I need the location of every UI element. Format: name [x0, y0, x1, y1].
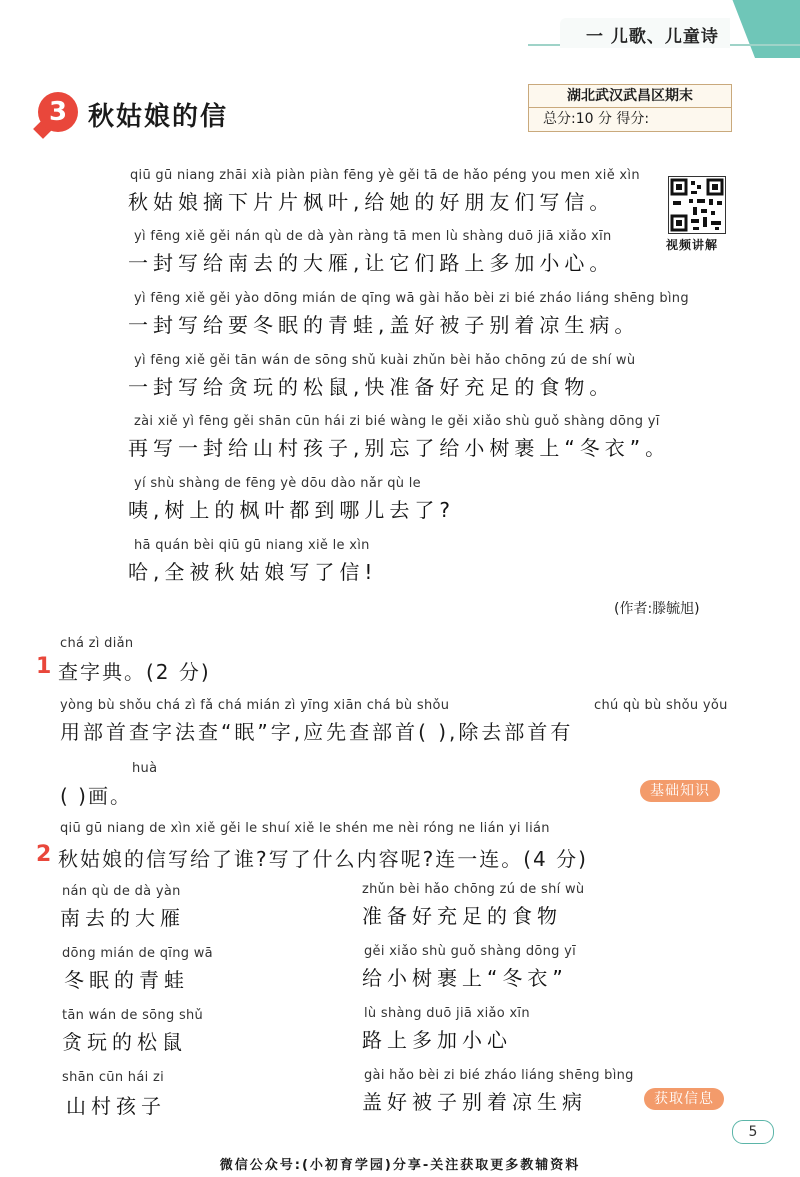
lesson-number-badge: 3: [38, 92, 78, 132]
poem-line-pinyin: yí shù shàng de fēng yè dōu dào nǎr qù le: [134, 476, 421, 491]
q2-right-item[interactable]: 路上多加小心: [362, 1028, 512, 1052]
poem-line: 哈,全被秋姑娘写了信!: [128, 560, 378, 584]
poem-line-pinyin: qiū gū niang zhāi xià piàn piàn fēng yè gěi tā de hǎo péng you men xiě xìn: [130, 168, 640, 183]
poem-line-pinyin: yì fēng xiě gěi yào dōng mián de qīng wā gài hǎo bèi zi bié zháo liáng shēng bìng: [134, 291, 689, 306]
section-title: 一 儿歌、儿童诗: [586, 27, 719, 47]
q2-left-pinyin: tān wán de sōng shǔ: [62, 1008, 204, 1023]
poem-line: 一封写给南去的大雁,让它们路上多加小心。: [128, 251, 615, 275]
q2-left-item[interactable]: 南去的大雁: [60, 906, 185, 930]
poem-line: 一封写给贪玩的松鼠,快准备好充足的食物。: [128, 375, 615, 399]
q1-line2-pinyin: huà: [132, 761, 158, 776]
q2-left-pinyin: nán qù de dà yàn: [62, 884, 181, 899]
q2-right-item[interactable]: 盖好被子别着凉生病: [362, 1090, 587, 1114]
q2-right-item[interactable]: 给小树裹上“冬衣”: [362, 966, 568, 990]
q2-title-pinyin: qiū gū niang de xìn xiě gěi le shuí xiě le shén me nèi róng ne lián yi lián: [60, 821, 550, 836]
footer-note: 微信公众号:(小初育学园)分享-关注获取更多教辅资料: [219, 1158, 581, 1173]
q2-left-item[interactable]: 贪玩的松鼠: [62, 1030, 187, 1054]
q1-line1-pinyin: yòng bù shǒu chá zì fǎ chá mián zì yīng xiān chá bù shǒu: [60, 698, 450, 713]
q1-line1: 用部首查字法查“眠”字,应先查部首( ),除去部首有: [60, 720, 574, 744]
exam-info-box: [528, 84, 732, 132]
q2-right-pinyin: lù shàng duō jiā xiǎo xīn: [364, 1006, 530, 1021]
q2-number: 2: [36, 842, 52, 867]
poem-line-pinyin: zài xiě yì fēng gěi shān cūn hái zi bié wàng le gěi xiǎo shù guǒ shàng dōng yī: [134, 414, 660, 429]
qr-code-icon[interactable]: [668, 176, 726, 234]
header-corner-decoration: [725, 0, 800, 58]
poem-line-pinyin: yì fēng xiě gěi nán qù de dà yàn ràng tā men lù shàng duō jiā xiǎo xīn: [134, 229, 612, 244]
q2-right-pinyin: gài hǎo bèi zi bié zháo liáng shēng bìng: [364, 1068, 634, 1083]
page-number: 5: [732, 1120, 774, 1144]
poem-line: 咦,树上的枫叶都到哪儿去了?: [128, 498, 455, 522]
exam-name: 湖北武汉武昌区期末: [529, 85, 731, 108]
poem-author: (作者:滕毓旭): [614, 601, 700, 617]
q2-right-item[interactable]: 准备好充足的食物: [362, 904, 562, 928]
poem-line: 秋姑娘摘下片片枫叶,给她的好朋友们写信。: [128, 190, 615, 214]
poem-line: 再写一封给山村孩子,别忘了给小树裹上“冬衣”。: [128, 436, 671, 460]
poem-line-pinyin: hā quán bèi qiū gū niang xiě le xìn: [134, 538, 370, 553]
poem-line-pinyin: yì fēng xiě gěi tān wán de sōng shǔ kuài zhǔn bèi hǎo chōng zú de shí wù: [134, 353, 636, 368]
q2-left-item[interactable]: 冬眠的青蛙: [64, 968, 189, 992]
exam-score-line: 总分:10 分 得分:: [543, 111, 650, 127]
q2-left-item[interactable]: 山村孩子: [66, 1094, 166, 1118]
q2-right-pinyin: zhǔn bèi hǎo chōng zú de shí wù: [362, 882, 585, 897]
q2-right-pinyin: gěi xiǎo shù guǒ shàng dōng yī: [364, 944, 577, 959]
q1-number: 1: [36, 654, 52, 679]
tag-get-information: 获取信息: [644, 1088, 724, 1110]
q1-line2: ( )画。: [60, 784, 132, 808]
q1-line1-pinyin-b: chú qù bù shǒu yǒu: [594, 698, 728, 713]
poem-line: 一封写给要冬眠的青蛙,盖好被子别着凉生病。: [128, 313, 640, 337]
q2-title: 秋姑娘的信写给了谁?写了什么内容呢?连一连。(4 分): [58, 847, 588, 871]
qr-label: 视频讲解: [666, 238, 719, 252]
tag-basic-knowledge: 基础知识: [640, 780, 720, 802]
lesson-title: 秋姑娘的信: [88, 102, 229, 132]
q2-left-pinyin: shān cūn hái zi: [62, 1070, 164, 1085]
q1-title: 查字典。(2 分): [58, 660, 211, 684]
q1-title-pinyin: chá zì diǎn: [60, 636, 134, 651]
q2-left-pinyin: dōng mián de qīng wā: [62, 946, 213, 961]
